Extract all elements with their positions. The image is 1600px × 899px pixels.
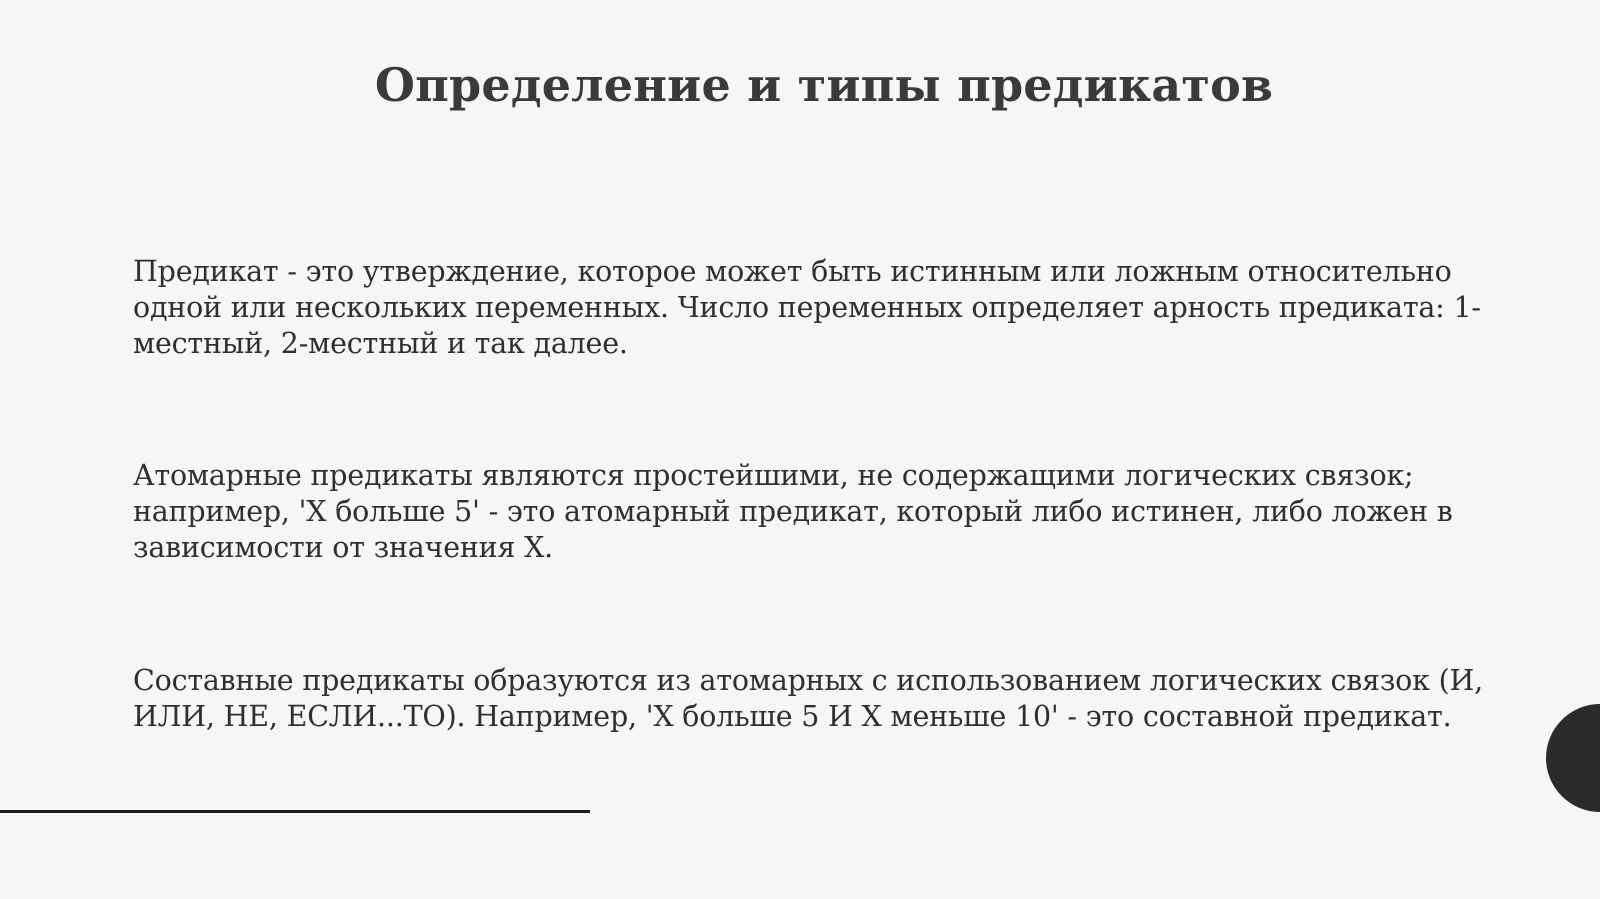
paragraph-atomic-predicates: Атомарные предикаты являются простейшими, не содержащими логических связок; например, 'X больше 5' - это атомарный предикат, который либо истинен, либо ложен в зависимости от значения X. <box>133 459 1453 564</box>
paragraph-predicate-definition: Предикат - это утверждение, которое может быть истинным или ложным относительно одной или нескольких переменных. Число переменных определяет арность предиката: 1-местный, 2-местный и так далее. <box>133 255 1481 360</box>
paragraph-compound-predicates: Составные предикаты образуются из атомарных с использованием логических связок (И, ИЛИ, НЕ, ЕСЛИ...ТО). Например, 'X больше 5 И X меньше 10' - это составной предикат. <box>133 664 1484 733</box>
slide-title: Определение и типы предикатов <box>374 58 1274 112</box>
decorative-circle <box>1546 704 1600 812</box>
decorative-line <box>0 810 590 813</box>
